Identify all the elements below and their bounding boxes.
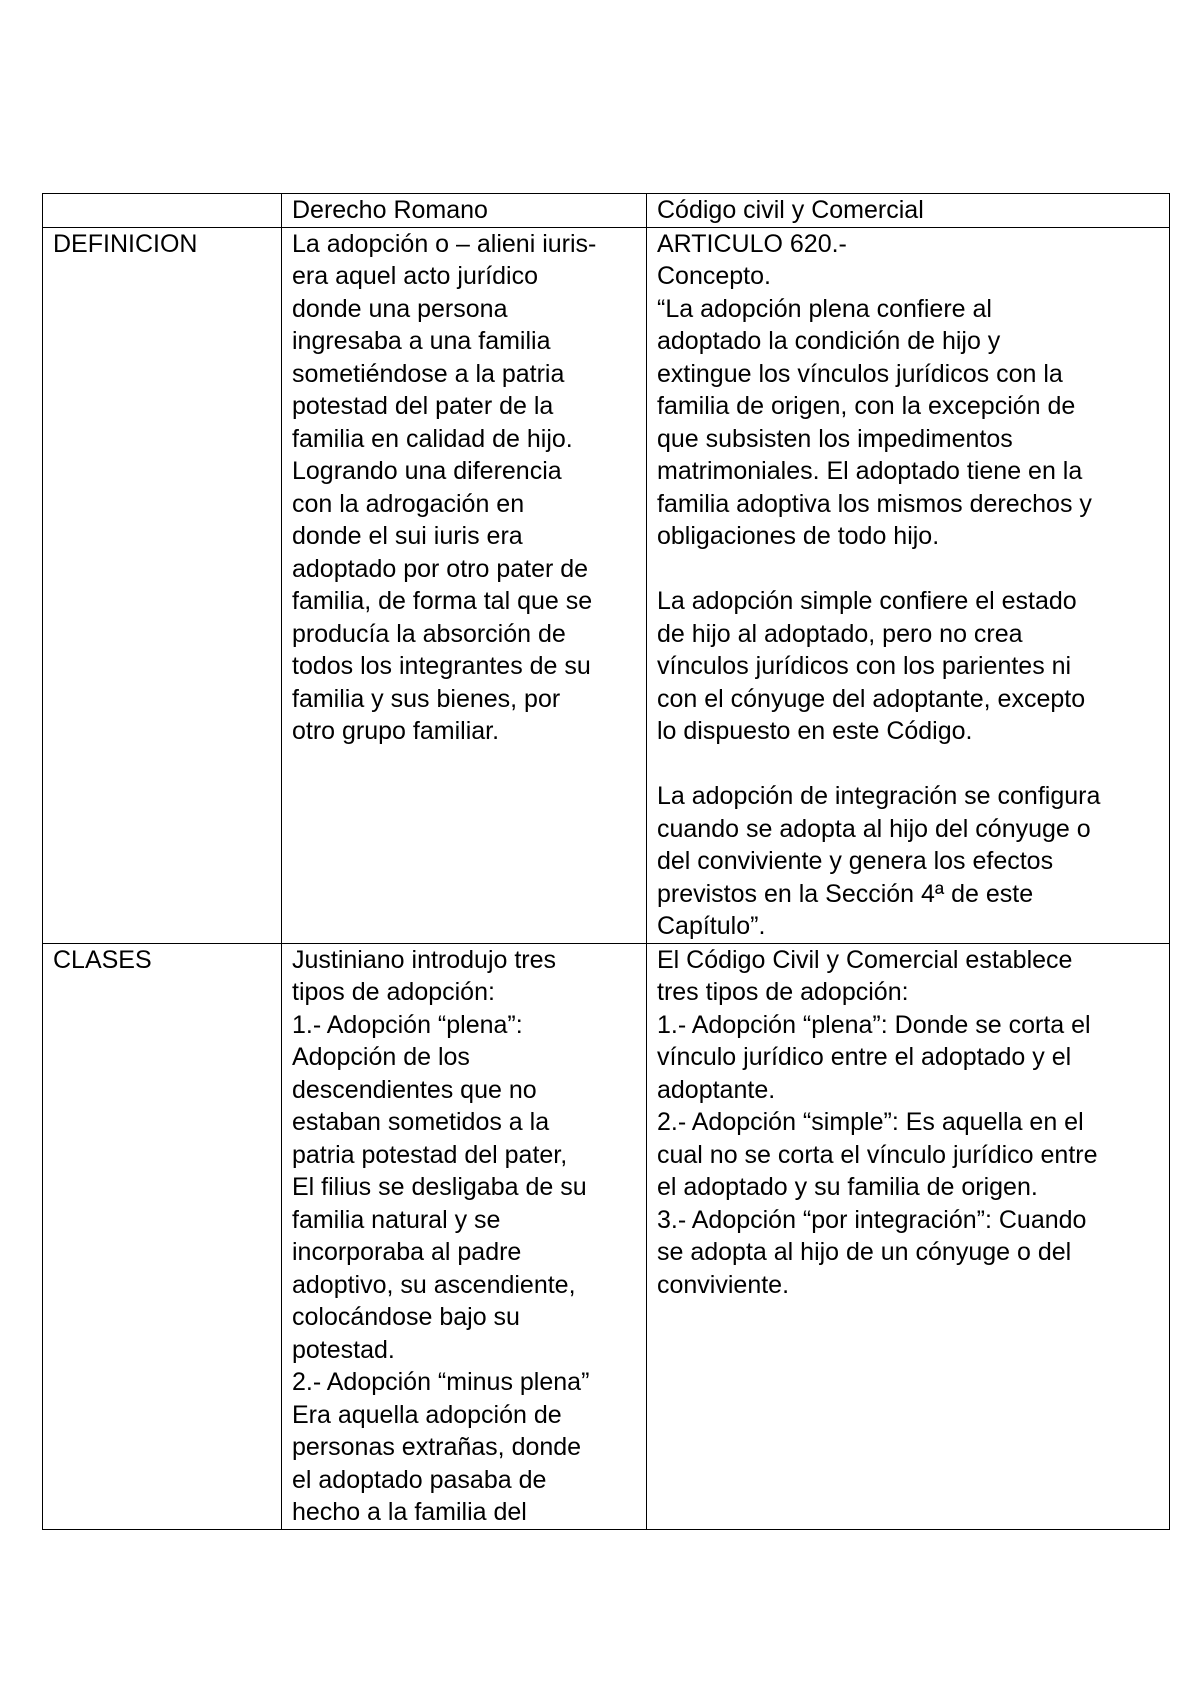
text-line: familia adoptiva los mismos derechos y [657, 489, 1092, 518]
text-line: La adopción de integración se configura [657, 782, 1101, 810]
text-line: el adoptado pasaba de [292, 1465, 547, 1494]
text-line: con el cónyuge del adoptante, excepto [657, 684, 1086, 713]
row-label-clases: CLASES [43, 943, 282, 1529]
text-line: cuando se adopta al hijo del cónyuge o [657, 814, 1091, 843]
header-cell-empty [43, 194, 282, 228]
text-line: todos los integrantes de su [292, 652, 591, 680]
row-label-definicion: DEFINICION [43, 227, 282, 943]
text-line: donde el sui iuris era [292, 522, 523, 550]
cell-clases-codigo [647, 943, 1170, 1529]
header-cell-codigo-civil: Código civil y Comercial [647, 194, 1170, 228]
text-line: patria potestad del pater, [292, 1140, 568, 1169]
text-line: previstos en la Sección 4ª de este [657, 879, 1034, 908]
text-line: vínculos jurídicos con los parientes ni [657, 652, 1072, 680]
text-line: Era aquella adopción de [292, 1400, 562, 1429]
text-line: se adopta al hijo de un cónyuge o del [657, 1238, 1072, 1266]
text-line: La adopción simple confiere el estado [657, 587, 1077, 615]
text-line: El filius se desligaba de su [292, 1173, 587, 1201]
text-line: tipos de adopción: [292, 978, 495, 1006]
text-line: 2.- Adopción “simple”: Es aquella en el [657, 1108, 1084, 1136]
text-line: ARTICULO 620.- [657, 229, 847, 258]
text-line: Adopción de los [292, 1043, 470, 1071]
text-line: familia en calidad de hijo. [292, 424, 573, 453]
text-line: matrimoniales. El adoptado tiene en la [657, 457, 1083, 485]
header-cell-derecho-romano: Derecho Romano [282, 194, 647, 228]
text-line: obligaciones de todo hijo. [657, 522, 940, 550]
text-line: lo dispuesto en este Código. [657, 717, 973, 745]
text-line: colocándose bajo su [292, 1303, 520, 1331]
text-line: de hijo al adoptado, pero no crea [657, 619, 1023, 648]
text-line: Justiniano introdujo tres [292, 945, 557, 974]
text-line: estaban sometidos a la [292, 1108, 550, 1136]
text-line: 1.- Adopción “plena”: Donde se corta el [657, 1010, 1091, 1039]
text-line: adoptado por otro pater de [292, 554, 589, 583]
text-line: potestad. [292, 1335, 395, 1364]
text-line: 2.- Adopción “minus plena” [292, 1368, 590, 1396]
paragraph-gap [657, 748, 1163, 781]
text-line: adoptado la condición de hijo y [657, 327, 1001, 355]
text-line: incorporaba al padre [292, 1238, 522, 1266]
table-row-clases [43, 943, 1170, 1529]
cell-clases-roman [282, 943, 647, 1529]
text-line: cual no se corta el vínculo jurídico entre [657, 1140, 1098, 1169]
text-line: La adopción o – alieni iuris- [292, 229, 597, 258]
text-line: familia natural y se [292, 1205, 501, 1234]
text-line: adoptivo, su ascendiente, [292, 1270, 576, 1299]
text-line: “La adopción plena confiere al [657, 294, 992, 323]
cell-definicion-codigo [647, 227, 1170, 943]
text-line: el adoptado y su familia de origen. [657, 1173, 1038, 1201]
text-line: adoptante. [657, 1075, 776, 1104]
text-line: producía la absorción de [292, 619, 566, 648]
table-header-row [43, 194, 1170, 228]
cell-definicion-roman [282, 227, 647, 943]
table-row-definicion [43, 227, 1170, 943]
text-line: era aquel acto jurídico [292, 262, 538, 290]
text-line: personas extrañas, donde [292, 1433, 582, 1461]
text-line: ingresaba a una familia [292, 327, 551, 355]
text-line: descendientes que no [292, 1075, 537, 1104]
text-line: Logrando una diferencia [292, 457, 562, 485]
text-line: sometiéndose a la patria [292, 359, 565, 388]
text-line: familia, de forma tal que se [292, 587, 593, 615]
text-line: con la adrogación en [292, 489, 525, 518]
text-line: Concepto. [657, 262, 771, 290]
text-line: El Código Civil y Comercial establece [657, 945, 1073, 974]
text-line: Capítulo”. [657, 912, 766, 940]
text-line: potestad del pater de la [292, 392, 554, 420]
text-line: familia de origen, con la excepción de [657, 392, 1076, 420]
comparison-table [42, 193, 1170, 1530]
text-line: extingue los vínculos jurídicos con la [657, 359, 1063, 388]
text-line: donde una persona [292, 294, 508, 323]
text-line: 1.- Adopción “plena”: [292, 1010, 523, 1039]
text-line: vínculo jurídico entre el adoptado y el [657, 1043, 1072, 1071]
text-line: 3.- Adopción “por integración”: Cuando [657, 1205, 1087, 1234]
text-line: conviviente. [657, 1270, 790, 1299]
text-line: otro grupo familiar. [292, 717, 500, 745]
text-line: que subsisten los impedimentos [657, 424, 1013, 453]
text-line: del conviviente y genera los efectos [657, 847, 1054, 875]
text-line: hecho a la familia del [292, 1498, 527, 1526]
text-line: tres tipos de adopción: [657, 978, 909, 1006]
paragraph-gap [657, 553, 1163, 586]
text-line: familia y sus bienes, por [292, 684, 561, 713]
